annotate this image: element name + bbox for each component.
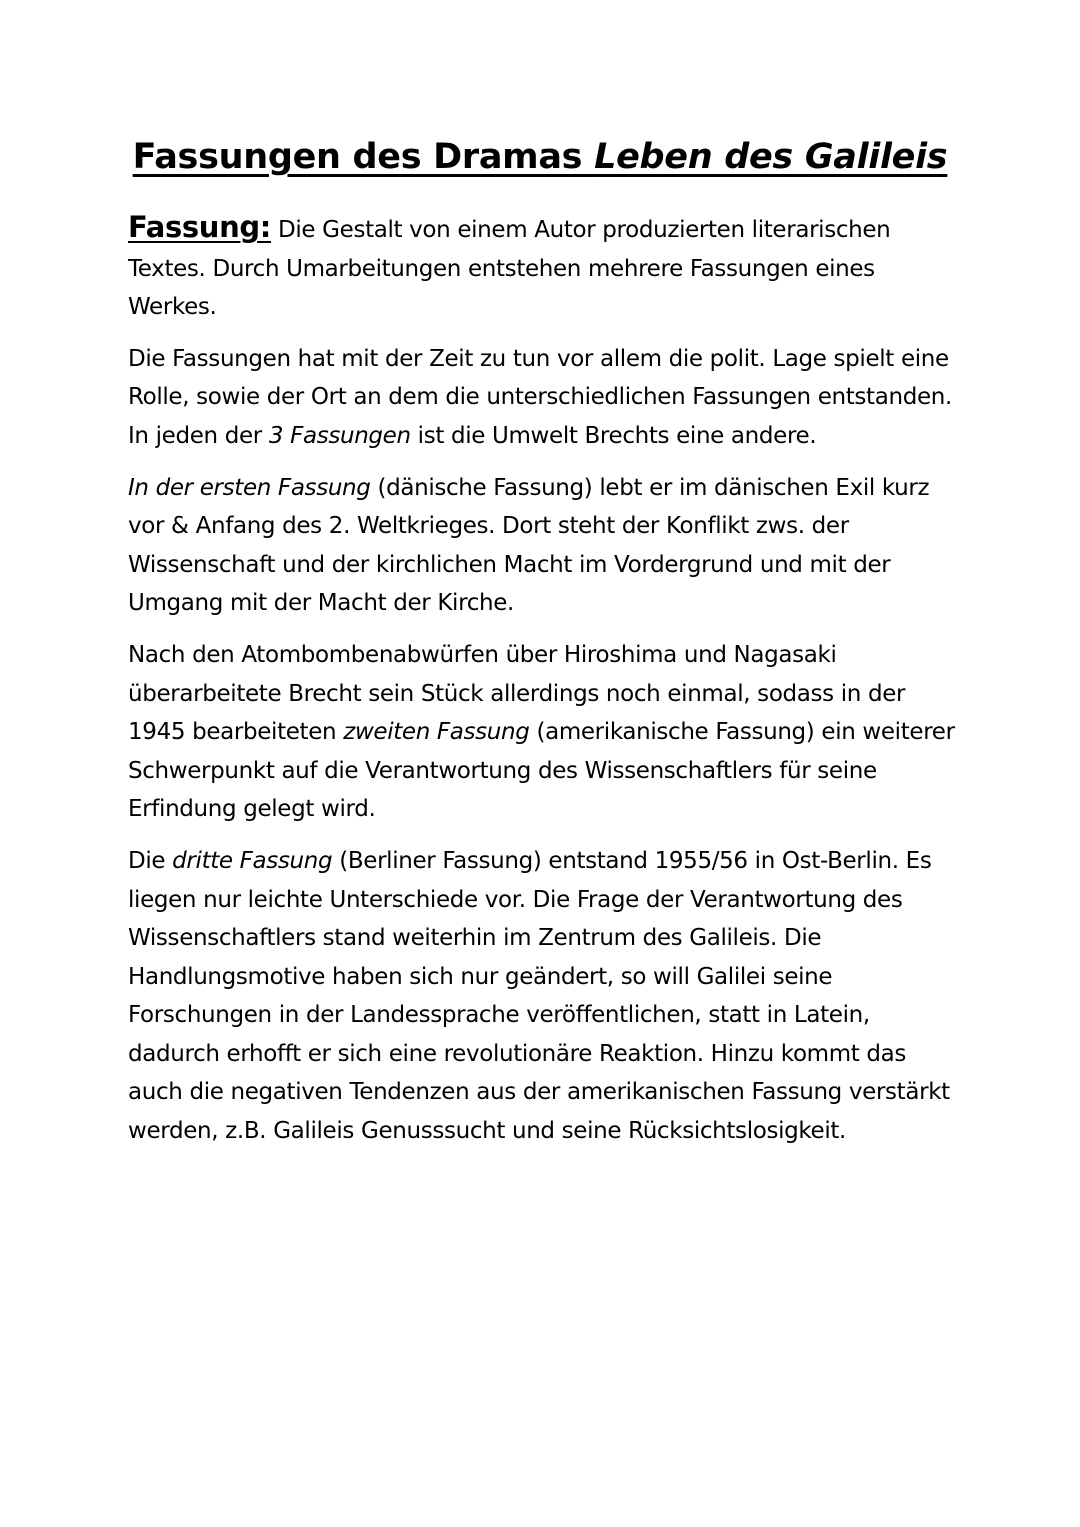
paragraph-third-version — [128, 842, 958, 1151]
paragraph-second-version-emphasis: zweiten Fassung — [343, 719, 530, 746]
paragraph-first-version-emphasis: In der ersten Fassung — [128, 474, 371, 501]
definition-term: Fassung: — [128, 210, 272, 244]
definition-text: Die Gestalt von einem Autor produzierten literarischen Textes. Durch Umarbeitungen entstehen mehrere Fassungen eines Werkes. — [128, 217, 891, 321]
paragraph-context — [128, 340, 958, 456]
paragraph-second-version-text-2: (amerikanische Fassung) ein weiterer Schwerpunkt auf die Verantwortung des Wissenschaftlers für seine Erfindung gelegt wird. — [128, 719, 955, 823]
document-body — [128, 208, 958, 1164]
title-main: Fassungen des Dramas — [132, 137, 595, 177]
title-work: Leben des Galileis — [594, 137, 948, 177]
paragraph-second-version-text-1: Nach den Atombombenabwürfen über Hiroshima und Nagasaki überarbeitete Brecht sein Stück allerdings noch einmal, sodass in der 1945 bearbeiteten — [128, 641, 906, 746]
paragraph-context-text-1: Die Fassungen hat mit der Zeit zu tun vor allem die polit. Lage spielt eine Rolle, sowie der Ort an dem die unterschiedlichen Fassungen entstanden. In jeden der — [128, 345, 952, 449]
paragraph-third-version-text-2: (Berliner Fassung) entstand 1955/56 in Ost-Berlin. Es liegen nur leichte Unterschiede vor. Die Frage der Verantwortung des Wissenschaftlers stand weiterhin im Zentrum des Galileis. Die Handlungsmotive haben sich nur geändert, so will Galilei seine Forschungen in der Landessprache veröffentlichen, statt in Latein, dadurch erhofft er sich eine revolutionäre Reaktion. Hinzu kommt das auch die negativen Tendenzen aus der amerikanischen Fassung verstärkt werden, z.B. Galileis Genusssucht und seine Rücksichtslosigkeit. — [128, 847, 950, 1145]
paragraph-context-text-2: ist die Umwelt Brechts eine andere. — [410, 422, 817, 449]
definition-paragraph — [128, 208, 958, 327]
page-title — [0, 132, 1080, 182]
paragraph-context-emphasis: 3 Fassungen — [268, 422, 411, 449]
paragraph-first-version — [128, 469, 958, 623]
paragraph-first-version-text: (dänische Fassung) lebt er im dänischen Exil kurz vor & Anfang des 2. Weltkrieges. Dort steht der Konflikt zws. der Wissenschaft und der kirchlichen Macht im Vordergrund und mit der Umgang mit der Macht der Kirche. — [128, 474, 930, 617]
paragraph-second-version — [128, 636, 958, 829]
paragraph-third-version-emphasis: dritte Fassung — [172, 847, 333, 874]
paragraph-third-version-text-1: Die — [128, 847, 173, 874]
